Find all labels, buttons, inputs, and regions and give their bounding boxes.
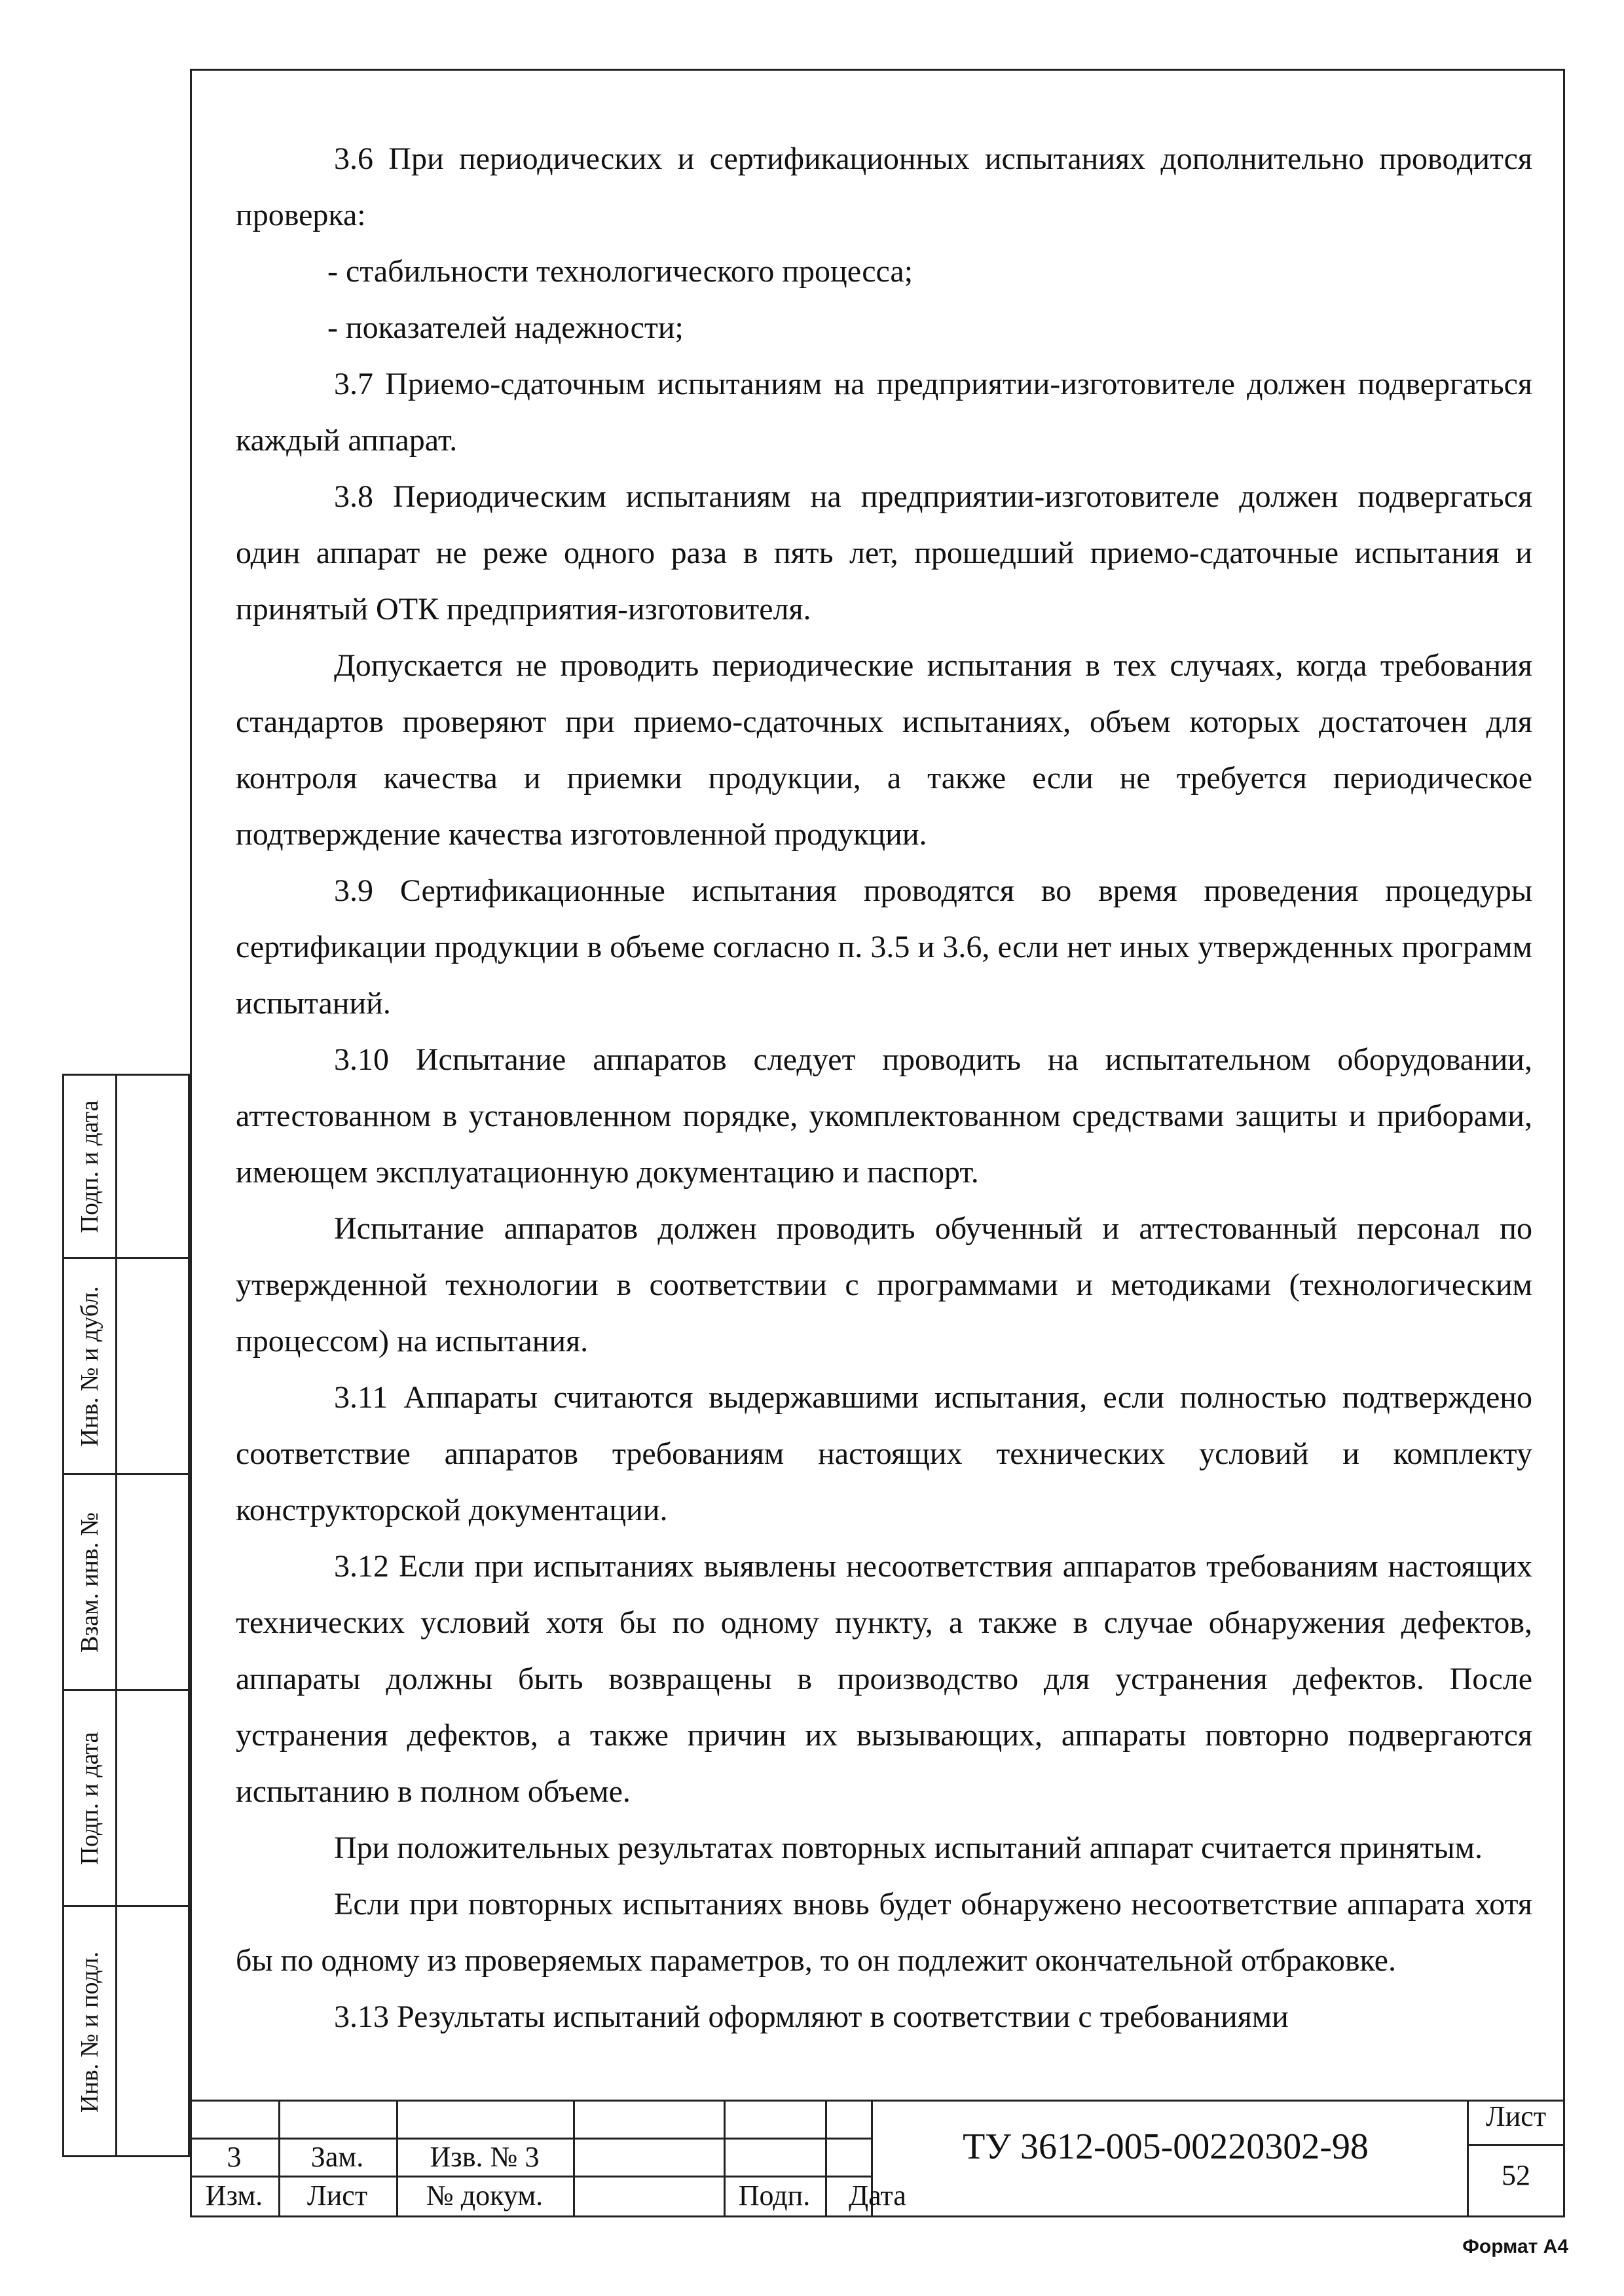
- title-block: [190, 2100, 1565, 2217]
- paragraph: 3.6 При периодических и сертификационных испытаниях дополнительно проводится проверка:: [236, 141, 1532, 232]
- header-list: Лист: [306, 2179, 368, 2212]
- header-izm: Изм.: [205, 2179, 263, 2212]
- change-document: Изв. № 3: [430, 2141, 540, 2173]
- side-stamp: [62, 1074, 190, 2157]
- header-date: Дата: [849, 2179, 906, 2212]
- side-stamp-row: [64, 1691, 188, 1907]
- paragraph: 3.12 Если при испытаниях выявлены несоответствия аппаратов требованиям настоящих технических условий хотя бы по одному пункту, а также в случае обнаружения дефектов, аппараты должны быть возвращены в производство для устранения дефектов. После устранения дефектов, а также причин их вызывающих, аппараты повторно подвергаются испытанию в полном объеме.: [236, 1549, 1532, 1809]
- paragraph: Допускается не проводить периодические испытания в тех случаях, когда требования стандартов проверяют при приемо-сдаточных испытаниях, объем которых достаточен для контроля качества и приемки продукции, а также если не требуется периодическое подтверждение качества изготовленной продукции.: [236, 648, 1532, 852]
- side-stamp-label: Взам. инв. №: [76, 1512, 103, 1652]
- side-stamp-label: Инв. № и дубл.: [76, 1286, 103, 1446]
- side-stamp-row: [64, 1475, 188, 1691]
- side-stamp-label: Подп. и дата: [76, 1099, 103, 1233]
- paragraph: 3.11 Аппараты считаются выдержавшими испытания, если полностью подтверждено соответствие аппаратов требованиям настоящих технических условий и комплекту конструкторской документации.: [236, 1380, 1532, 1527]
- change-sheet: Зам.: [310, 2141, 364, 2173]
- side-stamp-row: [64, 1907, 188, 2157]
- paragraph: 3.13 Результаты испытаний оформляют в соответствии с требованиями: [334, 1999, 1289, 2034]
- paragraph: При положительных результатах повторных испытаний аппарат считается принятым.: [334, 1831, 1483, 1865]
- header-doc: № докум.: [426, 2179, 544, 2212]
- sheet-label: Лист: [1485, 2100, 1547, 2132]
- paragraph: Если при повторных испытаниях вновь будет обнаружено несоответствие аппарата хотя бы по одному из проверяемых параметров, то он подлежит окончательной отбраковке.: [236, 1887, 1532, 1978]
- paragraph: 3.7 Приемо-сдаточным испытаниям на предприятии-изготовителе должен подвергаться каждый аппарат.: [236, 367, 1532, 458]
- document-code: ТУ 3612-005-00220302-98: [963, 2126, 1369, 2167]
- sheet-number: 52: [1502, 2159, 1530, 2191]
- paragraph: 3.9 Сертификационные испытания проводятся во время проведения процедуры сертификации продукции в объеме согласно п. 3.5 и 3.6, если нет иных утвержденных программ испытаний.: [236, 873, 1532, 1021]
- side-stamp-row: [64, 1076, 188, 1259]
- side-stamp-label: Инв. № и подл.: [76, 1951, 103, 2113]
- format-label: Формат А4: [1462, 2236, 1568, 2257]
- change-number: 3: [227, 2141, 242, 2173]
- list-item: - стабильности технологического процесса;: [327, 254, 913, 289]
- paragraph: Испытание аппаратов должен проводить обученный и аттестованный персонал по утвержденной технологии в соответствии с программами и методиками (технологическим процессом) на испытания.: [236, 1211, 1532, 1358]
- document-body: [236, 131, 1532, 2045]
- paragraph: 3.8 Периодическим испытаниям на предприятии-изготовителе должен подвергаться один аппарат не реже одного раза в пять лет, прошедший приемо-сдаточные испытания и принятый ОТК предприятия-изготовителя.: [236, 479, 1532, 627]
- side-stamp-label: Подп. и дата: [76, 1731, 103, 1865]
- list-item: - показателей надежности;: [327, 310, 684, 345]
- header-sign: Подп.: [738, 2179, 811, 2212]
- side-stamp-row: [64, 1259, 188, 1475]
- paragraph: 3.10 Испытание аппаратов следует проводить на испытательном оборудовании, аттестованном в установленном порядке, укомплектованном средствами защиты и приборами, имеющем эксплуатационную документацию и паспорт.: [236, 1042, 1532, 1190]
